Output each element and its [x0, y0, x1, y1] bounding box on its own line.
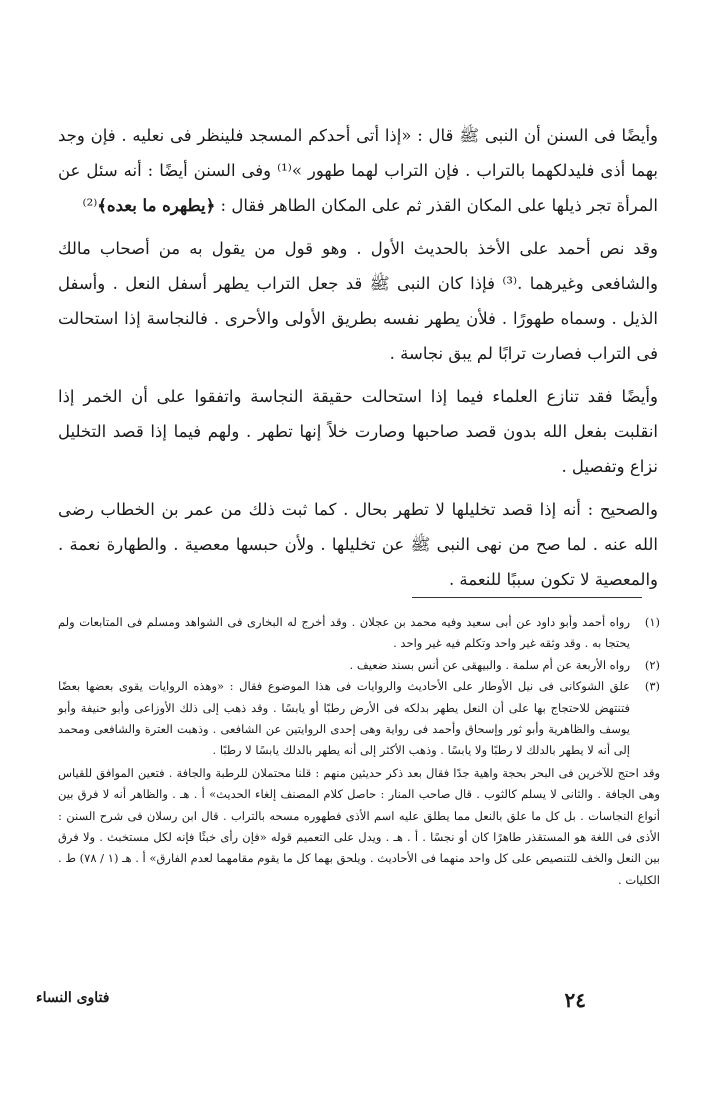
footnote-number: (١) — [644, 615, 660, 629]
footnote-number: (٢) — [644, 657, 660, 672]
paragraph-2: وقد نص أحمد على الأخذ بالحديث الأول . وهو قول من يقول به من أصحاب مالك والشافعى وغيرهما .⁽³⁾ فإذا كان النبى ﷺ قد جعل التراب يطهر أسفل النعل . وأسفل الذيل . وسماه طهورًا . فلأن يطهر نفسه بطريق الأولى والأحرى . فالنجاسة إذا استحالت فى التراب فصارت ترابًا لم يبق نجاسة . — [58, 239, 658, 363]
footnote-3-continuation: وقد احتج للآخرين فى البحر بحجة واهية جدًا فقال بعد ذكر حديثين منهم : قلنا محتملان للرطبة والجافة . فتعين الموافق للقياس وهى الجافة . والثانى لا يسلم كالثوب . قال صاحب المنار : حاصل كلام المصنف إلغاء الحديث» أ . هـ . والظاهر أنه لا فرق بين أنواع النجاسات . بل كل ما علق بالنعل مما يطلق عليه اسم الأذى فطهوره مسحه بالتراب . قال ابن رسلان فى شرح السنن : الأذى فى اللغة هو المستقذر طاهرًا كان أو نجسًا . أ . هـ . ويدل على التعميم قوله «فإن رأى خبثًا فإنه لكل مستخبث . ولا فرق بين النعل والخف للتنصيص على كل واحد منهما فى الأحاديث . ويلحق بهما كل ما يقوم مقامهما لعدم الفارق» أ . هـ (١ / ٧٨) ط . الكليات . — [58, 765, 661, 887]
footnote-divider — [412, 597, 642, 598]
footnote-text: رواه أحمد وأبو داود عن أبى سعيد وفيه محمد بن عجلان . وقد أخرج له البخارى فى الشواهد ومسلم فى المتابعات ولم يحتجا به . وقد وثقه غير واحد وتكلم فيه غير واحد . — [58, 615, 630, 651]
main-text — [58, 118, 658, 605]
footnote-text: علق الشوكانى فى نيل الأوطار على الأحاديث والروايات فى هذا الموضوع فقال : «وهذه الروايات يقوى بعضها بعضًا فتنتهض للاحتجاج بها على أن النعل يطهر بدلكه فى الأرض رطبًا أو يابسًا . وقد ذهب إلى ذلك الأوزاعى وأبو حنيفة وأبو يوسف والظاهرية وأبو ثور وإسحاق وأحمد فى رواية وهى إحدى الروايتين عن الشافعى . وذهبت العترة والشافعى ومحمد إلى أنه لا يطهر بالدلك لا رطبًا ولا يابسًا . وذهب الأكثر إلى أنه يطهر بالدلك يابسًا لا رطبًا . — [58, 679, 630, 758]
footnote-number: (٣) — [644, 679, 660, 694]
footnote-2 — [58, 655, 660, 676]
paragraph-4: والصحيح : أنه إذا قصد تخليلها لا تطهر بحال . كما ثبت ذلك من عمر بن الخطاب رضى الله عنه . لما صح من نهى النبى ﷺ عن تخليلها . ولأن حبسها معصية . والطهارة نعمة . والمعصية لا تكون سببًا للنعمة . — [58, 500, 658, 589]
paragraph-3: وأيضًا فقد تنازع العلماء فيما إذا استحالت حقيقة النجاسة واتفقوا على أن الخمر إذا انقلبت بفعل الله بدون قصد صاحبها وصارت خلاً إنها تطهر . ولهم فيما إذا قصد التخليل نزاع وتفصيل . — [58, 387, 658, 476]
running-title: فتاوى النساء — [36, 990, 110, 1006]
footnotes — [58, 612, 660, 891]
paragraph-1: وأيضًا فى السنن أن النبى ﷺ قال : «إذا أتى أحدكم المسجد فلينظر فى نعليه . فإن وجد بهما أذى فليدلكهما بالتراب . فإن التراب لهما طهور »⁽¹⁾ وفى السنن أيضًا : أنه سئل عن المرأة تجر ذيلها على المكان القذر ثم على المكان الطاهر فقال : ﴿يطهره ما بعده﴾⁽²⁾ — [58, 126, 658, 215]
footnote-mark-2: ⁽²⁾ — [82, 196, 98, 215]
page-number: ٢٤ — [564, 988, 586, 1012]
footnote-text: رواه الأربعة عن أم سلمة . والبيهقى عن أنس بسند ضعيف . — [349, 657, 630, 672]
hadith-phrase: ﴿يطهره ما بعده﴾ — [97, 196, 216, 215]
footnote-1 — [58, 612, 660, 655]
footnote-3 — [58, 676, 660, 762]
